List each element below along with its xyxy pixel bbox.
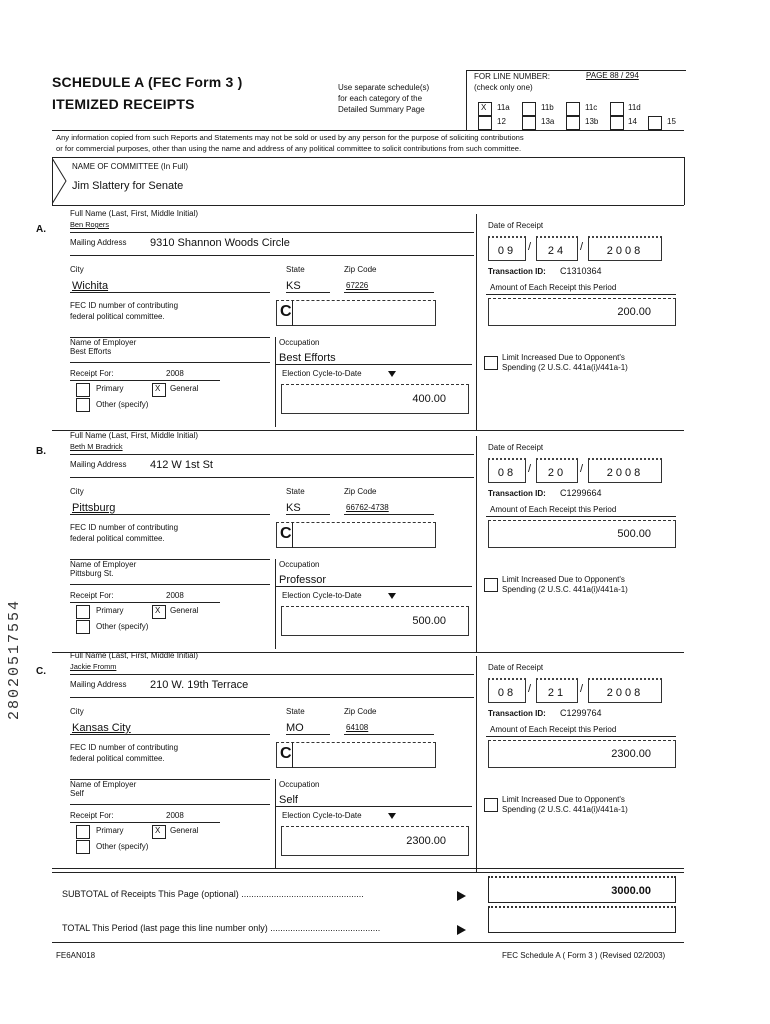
general-checkbox[interactable]: [152, 383, 166, 397]
committee-name: Jim Slattery for Senate: [72, 180, 184, 192]
line-14-label: 14: [628, 117, 637, 126]
date-part-value: 21: [547, 687, 567, 699]
down-triangle-icon: [388, 593, 396, 599]
receipt-year-field[interactable]: [588, 236, 662, 261]
fec-id-label-2: federal political committee.: [70, 534, 165, 543]
line-13a-checkbox[interactable]: [522, 116, 536, 130]
line-12-checkbox[interactable]: [478, 116, 492, 130]
use-separate-line-2: for each category of the: [338, 94, 423, 103]
date-part-value: 24: [547, 245, 567, 257]
arrow-right-icon: [457, 925, 467, 935]
arrow-right-icon: [457, 891, 467, 901]
employer-value: Pittsburg St.: [70, 569, 114, 578]
date-separator: /: [580, 683, 584, 695]
state-value: MO: [286, 722, 304, 734]
line-11c-label: 11c: [585, 103, 598, 112]
occupation-value: Professor: [279, 574, 327, 586]
election-cycle-value: 500.00: [412, 615, 446, 627]
primary-checkbox[interactable]: [76, 825, 90, 839]
fec-id-prefix: C: [280, 745, 292, 762]
fec-id-label-2: federal political committee.: [70, 312, 165, 321]
zip-value: 67226: [346, 281, 369, 290]
election-cycle-label: Election Cycle-to-Date: [282, 591, 362, 600]
state-label: State: [286, 707, 305, 716]
date-separator: /: [528, 241, 532, 253]
full-name-label: Full Name (Last, First, Middle Initial): [70, 651, 199, 660]
down-triangle-icon: [388, 813, 396, 819]
line-11d-checkbox[interactable]: [610, 102, 624, 116]
contributor-name: Jackie Fromm: [70, 662, 117, 671]
line-11b-label: 11b: [541, 103, 554, 112]
disclaimer-line-2: or for commercial purposes, other than using the name and address of any political committee to solicit contributions from such committee.: [56, 144, 522, 153]
zip-label: Zip Code: [344, 707, 377, 716]
down-triangle-icon: [388, 371, 396, 377]
other-label: Other (specify): [96, 400, 149, 409]
date-part-value: 2008: [606, 467, 644, 479]
amount-label: Amount of Each Receipt this Period: [490, 283, 617, 292]
amount-field[interactable]: [488, 520, 676, 548]
amount-value: 2300.00: [611, 748, 651, 760]
form-subtitle: ITEMIZED RECEIPTS: [52, 96, 195, 112]
primary-label: Primary: [96, 384, 124, 393]
zip-label: Zip Code: [344, 265, 377, 274]
limit-increased-label-1: Limit Increased Due to Opponent's: [502, 353, 625, 362]
city-label: City: [70, 487, 84, 496]
general-checkbox[interactable]: [152, 605, 166, 619]
state-value: KS: [286, 280, 301, 292]
transaction-id: C1299664: [560, 488, 602, 498]
transaction-label: Transaction ID:: [488, 489, 546, 498]
line-14-checkbox[interactable]: [610, 116, 624, 130]
amount-value: 200.00: [617, 306, 651, 318]
fec-id-prefix: C: [280, 303, 292, 320]
subtotal-value: 3000.00: [611, 885, 651, 897]
form-title: SCHEDULE A (FEC Form 3 ): [52, 74, 243, 90]
amount-field[interactable]: [488, 298, 676, 326]
check-only-one: (check only one): [474, 83, 533, 92]
amount-label: Amount of Each Receipt this Period: [490, 725, 617, 734]
election-cycle-label: Election Cycle-to-Date: [282, 369, 362, 378]
line-13b-checkbox[interactable]: [566, 116, 580, 130]
use-separate-line-3: Detailed Summary Page: [338, 105, 425, 114]
line-11c-checkbox[interactable]: [566, 102, 580, 116]
disclaimer-line-1: Any information copied from such Reports and Statements may not be sold or used by any person for the purpose of soliciting contributions: [56, 133, 524, 142]
line-11b-checkbox[interactable]: [522, 102, 536, 116]
limit-increased-checkbox[interactable]: [484, 578, 498, 592]
committee-bracket-icon: [52, 158, 72, 204]
election-cycle-field[interactable]: [281, 826, 469, 856]
mailing-address: 9310 Shannon Woods Circle: [150, 237, 290, 249]
state-label: State: [286, 265, 305, 274]
date-part-value: 2008: [606, 245, 644, 257]
receipt-for-label: Receipt For:: [70, 369, 114, 378]
other-checkbox[interactable]: [76, 398, 90, 412]
limit-increased-label-1: Limit Increased Due to Opponent's: [502, 575, 625, 584]
limit-increased-label-2: Spending (2 U.S.C. 441a(i)/441a-1): [502, 805, 628, 814]
receipt-year: 2008: [166, 591, 184, 600]
city-label: City: [70, 265, 84, 274]
state-label: State: [286, 487, 305, 496]
receipt-year-field[interactable]: [588, 678, 662, 703]
receipt-day[interactable]: [536, 458, 578, 483]
line-13b-label: 13b: [585, 117, 599, 126]
employer-label: Name of Employer: [70, 338, 137, 347]
fec-id-field[interactable]: [276, 522, 436, 548]
fec-id-prefix: C: [280, 525, 292, 542]
occupation-value: Self: [279, 794, 298, 806]
receipt-day[interactable]: [536, 678, 578, 703]
receipt-for-label: Receipt For:: [70, 591, 114, 600]
employer-value: Self: [70, 789, 84, 798]
receipt-month[interactable]: [488, 236, 526, 261]
general-label: General: [170, 384, 199, 393]
side-document-number: 28020517554: [6, 598, 23, 720]
page-number: PAGE 88 / 294: [586, 71, 639, 80]
state-value: KS: [286, 502, 301, 514]
receipt-month[interactable]: [488, 678, 526, 703]
date-of-receipt-label: Date of Receipt: [488, 221, 544, 230]
date-part-value: 2008: [606, 687, 644, 699]
line-13a-label: 13a: [541, 117, 555, 126]
line-12-label: 12: [497, 117, 506, 126]
city-label: City: [70, 707, 84, 716]
primary-checkbox[interactable]: [76, 605, 90, 619]
checked-mark: X: [155, 826, 161, 835]
checked-mark: X: [155, 606, 161, 615]
date-of-receipt-label: Date of Receipt: [488, 443, 544, 452]
subtotal-field[interactable]: [488, 876, 676, 903]
occupation-label: Occupation: [279, 780, 320, 789]
city-value: Wichita: [72, 280, 109, 292]
line-15-checkbox[interactable]: [648, 116, 662, 130]
other-label: Other (specify): [96, 622, 149, 631]
limit-increased-label-2: Spending (2 U.S.C. 441a(i)/441a-1): [502, 585, 628, 594]
fec-id-field[interactable]: [276, 300, 436, 326]
receipt-for-label: Receipt For:: [70, 811, 114, 820]
receipt-day[interactable]: [536, 236, 578, 261]
receipt-month[interactable]: [488, 458, 526, 483]
mailing-address-label: Mailing Address: [70, 460, 127, 469]
full-name-label: Full Name (Last, First, Middle Initial): [70, 209, 199, 218]
date-part-value: 08: [497, 467, 517, 479]
limit-increased-checkbox[interactable]: [484, 356, 498, 370]
primary-label: Primary: [96, 826, 124, 835]
contributor-name: Beth M Bradrick: [70, 442, 123, 451]
line-11a-checkbox[interactable]: [478, 102, 492, 116]
city-value: Pittsburg: [72, 502, 116, 514]
zip-value: 64108: [346, 723, 369, 732]
total-label: TOTAL This Period (last page this line number only) ............................................: [62, 923, 381, 933]
for-line-number-label: FOR LINE NUMBER:: [474, 72, 551, 81]
limit-increased-label-1: Limit Increased Due to Opponent's: [502, 795, 625, 804]
entry-letter: A.: [36, 224, 46, 235]
limit-increased-label-2: Spending (2 U.S.C. 441a(i)/441a-1): [502, 363, 628, 372]
checked-mark: X: [481, 103, 487, 112]
line-11a-label: 11a: [497, 103, 510, 112]
other-checkbox[interactable]: [76, 840, 90, 854]
mailing-address-label: Mailing Address: [70, 680, 127, 689]
employer-label: Name of Employer: [70, 780, 137, 789]
full-name-label: Full Name (Last, First, Middle Initial): [70, 431, 199, 440]
date-separator: /: [580, 463, 584, 475]
mailing-address: 412 W 1st St: [150, 459, 213, 471]
mailing-address-label: Mailing Address: [70, 238, 127, 247]
date-part-value: 20: [547, 467, 567, 479]
date-separator: /: [528, 683, 532, 695]
fec-id-label-1: FEC ID number of contributing: [70, 743, 179, 752]
transaction-label: Transaction ID:: [488, 709, 546, 718]
fec-id-label-1: FEC ID number of contributing: [70, 523, 179, 532]
general-label: General: [170, 826, 199, 835]
date-part-value: 09: [497, 245, 517, 257]
checked-mark: X: [155, 384, 161, 393]
transaction-id: C1310364: [560, 266, 602, 276]
general-label: General: [170, 606, 199, 615]
occupation-label: Occupation: [279, 560, 320, 569]
date-separator: /: [528, 463, 532, 475]
committee-label: NAME OF COMMITTEE (In Full): [72, 162, 188, 171]
amount-label: Amount of Each Receipt this Period: [490, 505, 617, 514]
fec-id-label-2: federal political committee.: [70, 754, 165, 763]
zip-label: Zip Code: [344, 487, 377, 496]
zip-value: 66762-4738: [346, 503, 389, 512]
line-15-label: 15: [667, 117, 676, 126]
receipt-year: 2008: [166, 811, 184, 820]
employer-label: Name of Employer: [70, 560, 137, 569]
use-separate-line-1: Use separate schedule(s): [338, 83, 430, 92]
mailing-address: 210 W. 19th Terrace: [150, 679, 249, 691]
contributor-name: Ben Rogers: [70, 220, 110, 229]
fec-id-field[interactable]: [276, 742, 436, 768]
date-part-value: 08: [497, 687, 517, 699]
transaction-label: Transaction ID:: [488, 267, 546, 276]
election-cycle-field[interactable]: [281, 606, 469, 636]
general-checkbox[interactable]: [152, 825, 166, 839]
date-separator: /: [580, 241, 584, 253]
election-cycle-field[interactable]: [281, 384, 469, 414]
receipt-year: 2008: [166, 369, 184, 378]
employer-value: Best Efforts: [70, 347, 112, 356]
receipt-year-field[interactable]: [588, 458, 662, 483]
total-field[interactable]: [488, 906, 676, 933]
line-11d-label: 11d: [628, 103, 641, 112]
occupation-value: Best Efforts: [279, 352, 336, 364]
primary-label: Primary: [96, 606, 124, 615]
entry-letter: C.: [36, 666, 46, 677]
election-cycle-label: Election Cycle-to-Date: [282, 811, 362, 820]
amount-value: 500.00: [617, 528, 651, 540]
other-label: Other (specify): [96, 842, 149, 851]
subtotal-label: SUBTOTAL of Receipts This Page (optional) .................................................: [62, 889, 364, 899]
footer-form-id: FEC Schedule A ( Form 3 ) (Revised 02/2003): [502, 951, 666, 960]
other-checkbox[interactable]: [76, 620, 90, 634]
election-cycle-value: 2300.00: [406, 835, 446, 847]
occupation-label: Occupation: [279, 338, 320, 347]
entry-letter: B.: [36, 446, 46, 457]
date-of-receipt-label: Date of Receipt: [488, 663, 544, 672]
limit-increased-checkbox[interactable]: [484, 798, 498, 812]
footer-code: FE6AN018: [56, 951, 96, 960]
fec-id-label-1: FEC ID number of contributing: [70, 301, 179, 310]
city-value: Kansas City: [72, 722, 131, 734]
transaction-id: C1299764: [560, 708, 602, 718]
primary-checkbox[interactable]: [76, 383, 90, 397]
amount-field[interactable]: [488, 740, 676, 768]
election-cycle-value: 400.00: [412, 393, 446, 405]
